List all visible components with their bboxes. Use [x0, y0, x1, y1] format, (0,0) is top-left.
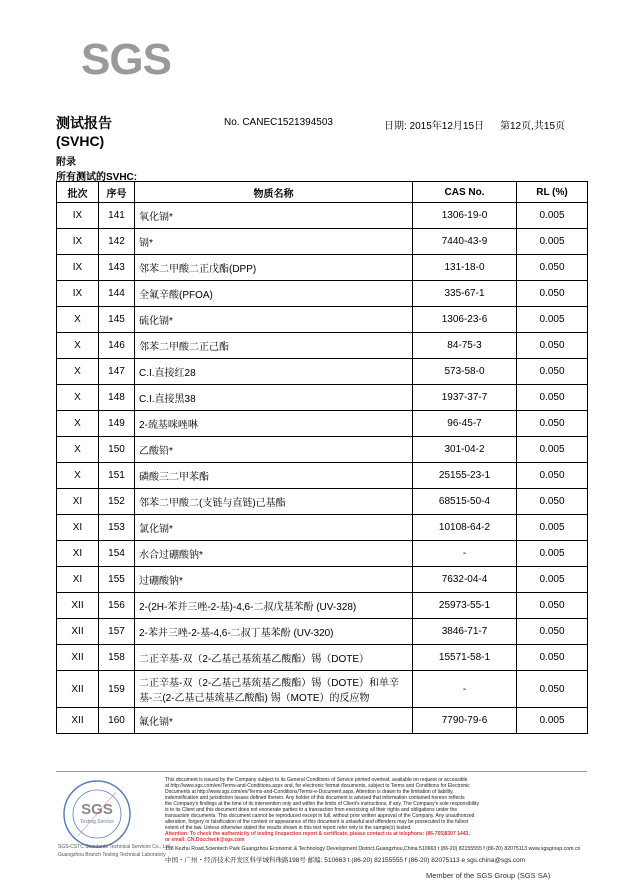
cell-rl: 0.050 [517, 333, 588, 359]
cell-substance: 全氟辛酸(PFOA) [135, 281, 413, 307]
cell-no: 147 [99, 359, 135, 385]
cell-cas: 68515-50-4 [413, 489, 517, 515]
cell-rl: 0.005 [517, 307, 588, 333]
table-row [57, 203, 588, 229]
cell-rl: 0.050 [517, 593, 588, 619]
cell-substance: 邻苯二甲酸二正己酯 [135, 333, 413, 359]
cell-rl: 0.050 [517, 671, 588, 708]
svhc-table [56, 181, 588, 734]
disclaimer-line: extent of the law. Unless otherwise stated the results shown in this test report refer only to the sample(s) tested. [165, 825, 412, 831]
cell-batch: XI [57, 567, 99, 593]
cell-rl: 0.005 [517, 437, 588, 463]
report-subtitle: (SVHC) [56, 133, 105, 149]
cell-no: 151 [99, 463, 135, 489]
report-date: 日期: 2015年12月15日 [384, 121, 485, 132]
cell-batch: IX [57, 281, 99, 307]
table-row [57, 567, 588, 593]
cell-no: 148 [99, 385, 135, 411]
cell-batch: XII [57, 671, 99, 708]
cell-cas: 10108-64-2 [413, 515, 517, 541]
cell-no: 152 [99, 489, 135, 515]
svg-text:SGS: SGS [81, 801, 113, 818]
cell-batch: X [57, 463, 99, 489]
cell-cas: 1306-23-6 [413, 307, 517, 333]
cell-substance: 镉* [135, 229, 413, 255]
cell-no: 144 [99, 281, 135, 307]
cell-rl: 0.050 [517, 463, 588, 489]
table-row [57, 385, 588, 411]
cell-batch: IX [57, 229, 99, 255]
cell-rl: 0.005 [517, 229, 588, 255]
cell-substance: 2-苯并三唑-2-基-4,6-二叔丁基苯酚 (UV-320) [135, 619, 413, 645]
cell-rl: 0.005 [517, 203, 588, 229]
cell-cas: 1937-37-7 [413, 385, 517, 411]
cell-substance: 二正辛基-双（2-乙基己基巯基乙酸酯）锡（DOTE） [135, 645, 413, 671]
header-no: 序号 [99, 182, 135, 203]
cell-no: 159 [99, 671, 135, 708]
table-row [57, 645, 588, 671]
report-number: No. CANEC1521394503 [224, 117, 333, 128]
appendix-label: 附录 [56, 157, 76, 168]
cell-no: 158 [99, 645, 135, 671]
table-row [57, 333, 588, 359]
cell-no: 149 [99, 411, 135, 437]
cell-batch: IX [57, 255, 99, 281]
cell-batch: XII [57, 708, 99, 734]
cell-substance: 磷酸三二甲苯酯 [135, 463, 413, 489]
cell-batch: IX [57, 203, 99, 229]
header-rl: RL (%) [517, 182, 588, 203]
cell-rl: 0.005 [517, 567, 588, 593]
disclaimer-line: at http://www.sgs.com/en/Terms-and-Conditions.aspx and, for electronic format documents, subject to Terms and Conditions for Electronic [165, 783, 470, 789]
disclaimer-line: Documents at http://www.sgs.com/en/Terms-and-Conditions/Terms-e-Document.aspx. Attention is drawn to the limitation of liability, [165, 789, 454, 795]
table-row [57, 307, 588, 333]
cell-no: 155 [99, 567, 135, 593]
cell-no: 146 [99, 333, 135, 359]
disclaimer-line: is to its Client and this document does not exonerate parties to a transaction from exercising all their rights and obligations under the [165, 807, 458, 813]
cell-batch: XI [57, 515, 99, 541]
cell-substance: 二正辛基-双（2-乙基己基巯基乙酸酯）锡（DOTE）和单辛基-三(2-乙基己基巯基乙酸酯) 锡（MOTE）的反应物 [135, 671, 413, 708]
cell-cas: 301-04-2 [413, 437, 517, 463]
cell-substance: C.I.直接黑38 [135, 385, 413, 411]
cell-substance: 氧化镉* [135, 203, 413, 229]
cell-substance: 乙酸铅* [135, 437, 413, 463]
cell-substance: 硫化镉* [135, 307, 413, 333]
cell-substance: C.I.直接红28 [135, 359, 413, 385]
cell-cas: 7790-79-6 [413, 708, 517, 734]
cell-no: 141 [99, 203, 135, 229]
disclaimer-line: This document is issued by the Company subject to its General Conditions of Service printed overleaf, available on request or accessible [165, 777, 468, 783]
svg-text:SGS: SGS [81, 35, 171, 82]
svg-text:Testing Service: Testing Service [80, 819, 114, 825]
disclaimer-line: the Company's findings at the time of its intervention only and within the limits of Client's instructions, if any. The Company's sole responsibility [165, 801, 479, 807]
cell-rl: 0.050 [517, 489, 588, 515]
footer-divider [56, 771, 587, 772]
cell-no: 150 [99, 437, 135, 463]
cell-cas: 25155-23-1 [413, 463, 517, 489]
cell-substance: 氯化镉* [135, 515, 413, 541]
cell-batch: XI [57, 489, 99, 515]
cell-cas: - [413, 541, 517, 567]
cell-batch: XII [57, 593, 99, 619]
cell-no: 160 [99, 708, 135, 734]
disclaimer-line: or email: CN.Doccheck@sgs.com [165, 837, 245, 843]
cell-rl: 0.050 [517, 385, 588, 411]
table-row [57, 359, 588, 385]
cell-no: 157 [99, 619, 135, 645]
header-substance: 物质名称 [135, 182, 413, 203]
cell-cas: 84-75-3 [413, 333, 517, 359]
cell-no: 154 [99, 541, 135, 567]
cell-substance: 水合过硼酸钠* [135, 541, 413, 567]
cell-cas: 335-67-1 [413, 281, 517, 307]
cell-cas: 7632-04-4 [413, 567, 517, 593]
cell-cas: 131-18-0 [413, 255, 517, 281]
table-row [57, 437, 588, 463]
seal-caption: Guangzhou Branch Testing Technical Laboratory [58, 852, 166, 858]
disclaimer-line: indemnification and jurisdiction issues defined therein. Any holder of this document is advised that information contained hereon reflects [165, 795, 465, 801]
table-header-row [57, 182, 588, 203]
cell-cas: 15571-58-1 [413, 645, 517, 671]
cell-batch: X [57, 307, 99, 333]
member-text: Member of the SGS Group (SGS SA) [426, 871, 551, 880]
cell-no: 156 [99, 593, 135, 619]
disclaimer-line: alteration, forgery or falsification of the content or appearance of this document is unlawful and offenders may be prosecuted to the fullest [165, 819, 469, 825]
sgs-logo [80, 30, 172, 82]
cell-cas: 573-58-0 [413, 359, 517, 385]
cell-batch: X [57, 437, 99, 463]
cell-batch: X [57, 411, 99, 437]
cell-rl: 0.050 [517, 411, 588, 437]
cell-substance: 邻苯二甲酸二正戊酯(DPP) [135, 255, 413, 281]
cell-cas: - [413, 671, 517, 708]
table-row [57, 255, 588, 281]
cell-no: 153 [99, 515, 135, 541]
address-english: 198 Kezhu Road,Scientech Park Guangzhou Economic & Technology Development District,Guangzhou,China 510663 t (86-20) 82155555 f (86-20) 82075113 www.sgsgroup.com.cn [165, 846, 581, 852]
cell-cas: 3846-71-7 [413, 619, 517, 645]
disclaimer-line: Attention: To check the authenticity of testing /inspection report & certificate, please contact us at telephone: (86-755)8307 1443, [165, 831, 470, 837]
disclaimer-line: transaction documents. This document cannot be reproduced except in full, without prior written approval of the Company. Any unauthorized [165, 813, 475, 819]
table-row [57, 619, 588, 645]
cell-rl: 0.050 [517, 645, 588, 671]
cell-batch: X [57, 385, 99, 411]
table-row [57, 463, 588, 489]
cell-batch: X [57, 333, 99, 359]
cell-rl: 0.005 [517, 541, 588, 567]
cell-no: 143 [99, 255, 135, 281]
cell-batch: XI [57, 541, 99, 567]
cell-rl: 0.050 [517, 359, 588, 385]
cell-rl: 0.050 [517, 619, 588, 645]
cell-substance: 2-(2H-苯并三唑-2-基)-4,6-二叔戊基苯酚 (UV-328) [135, 593, 413, 619]
table-row [57, 593, 588, 619]
table-row [57, 541, 588, 567]
table-row [57, 229, 588, 255]
table-row [57, 281, 588, 307]
cell-cas: 25973-55-1 [413, 593, 517, 619]
header-batch: 批次 [57, 182, 99, 203]
cell-batch: X [57, 359, 99, 385]
header-cas: CAS No. [413, 182, 517, 203]
cell-substance: 氟化镉* [135, 708, 413, 734]
cell-rl: 0.005 [517, 515, 588, 541]
cell-substance: 过硼酸钠* [135, 567, 413, 593]
report-title: 测试报告 [56, 115, 112, 131]
table-row [57, 411, 588, 437]
cell-no: 142 [99, 229, 135, 255]
page-number: 第12页,共15页 [500, 121, 566, 132]
table-row [57, 489, 588, 515]
cell-substance: 邻苯二甲酸二(支链与直链)己基酯 [135, 489, 413, 515]
cell-cas: 1306-19-0 [413, 203, 517, 229]
seal-caption: SGS-CSTC Standards Technical Services Co., Ltd. [58, 844, 172, 850]
cell-cas: 7440-43-9 [413, 229, 517, 255]
cell-rl: 0.050 [517, 281, 588, 307]
legal-disclaimer [165, 777, 585, 843]
table-row [57, 515, 588, 541]
cell-cas: 96-45-7 [413, 411, 517, 437]
cell-rl: 0.005 [517, 708, 588, 734]
table-row [57, 671, 588, 708]
cell-rl: 0.050 [517, 255, 588, 281]
address-chinese: 中国・广州・经济技术开发区科学城科珠路198号 邮编: 510663 t (86-20) 82155555 f (86-20) 82075113 e sgs.china@sgs.com [165, 857, 526, 864]
section-subtitle: 所有测试的SVHC: [56, 172, 138, 183]
cell-batch: XII [57, 619, 99, 645]
table-row [57, 708, 588, 734]
cell-batch: XII [57, 645, 99, 671]
cell-substance: 2-巯基咪唑啉 [135, 411, 413, 437]
cell-no: 145 [99, 307, 135, 333]
